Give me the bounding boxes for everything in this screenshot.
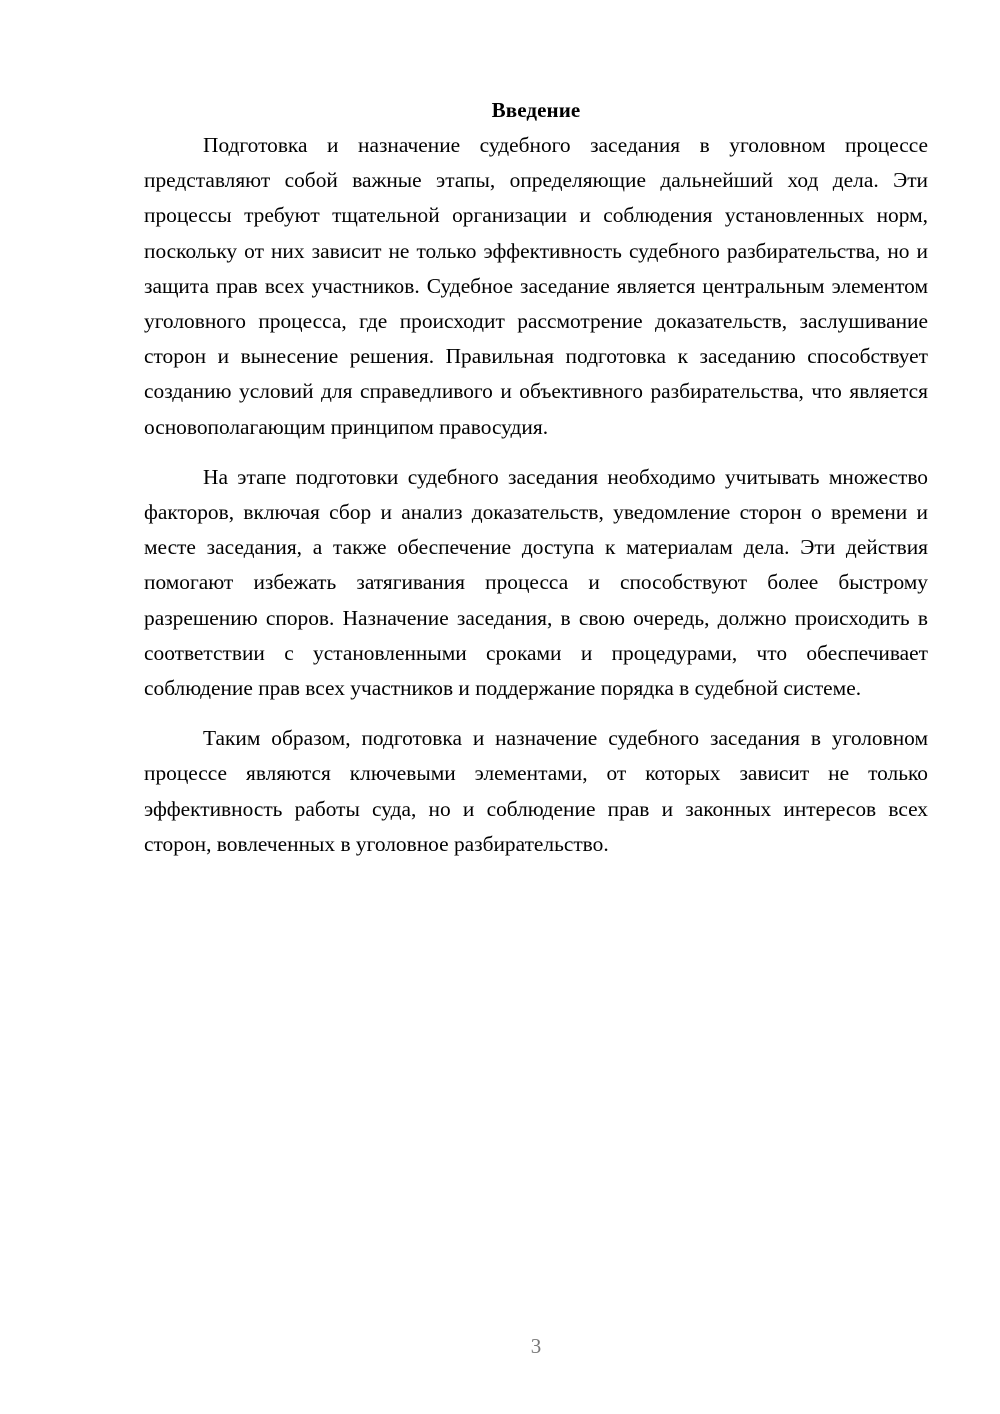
page-content xyxy=(144,92,928,877)
paragraph-2: На этапе подготовки судебного заседания необходимо учитывать множество факторов, включая сбор и анализ доказательств, уведомление сторон о времени и месте заседания, а также обеспечение доступа к материалам дела. Эти действия помогают избежать затягивания процесса и способствуют более быстрому разрешению споров. Назначение заседания, в свою очередь, должно происходить в соответствии с установленными сроками и процедурами, что обеспечивает соблюдение прав всех участников и поддержание порядка в судебной системе. xyxy=(144,464,928,701)
section-heading: Введение xyxy=(491,98,581,122)
paragraph-1: Подготовка и назначение судебного заседания в уголовном процессе представляют собой важные этапы, определяющие дальнейший ход дела. Эти процессы требуют тщательной организации и соблюдения установленных норм, поскольку от них зависит не только эффективность судебного разбирательства, но и защита прав всех участников. Судебное заседание является центральным элементом уголовного процесса, где происходит рассмотрение доказательств, заслушивание сторон и вынесение решения. Правильная подготовка к заседанию способствует созданию условий для справедливого и объективного разбирательства, что является основополагающим принципом правосудия. xyxy=(144,133,928,439)
page-number: 3 xyxy=(530,1334,542,1358)
paragraph-3: Таким образом, подготовка и назначение судебного заседания в уголовном процессе являются ключевыми элементами, от которых зависит не только эффективность работы суда, но и соблюдение прав и законных интересов всех сторон, вовлеченных в уголовное разбирательство. xyxy=(144,726,928,856)
